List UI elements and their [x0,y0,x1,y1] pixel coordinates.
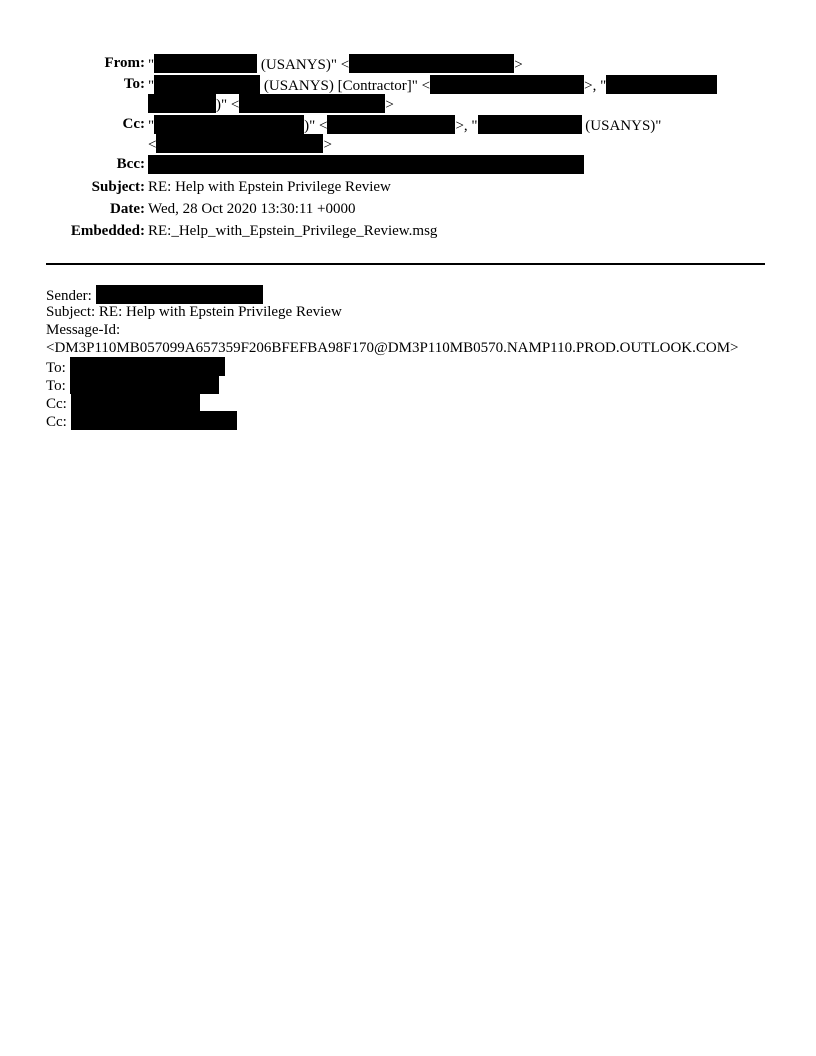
redaction-block [96,285,263,304]
subject-label: Subject: [91,179,145,195]
to-row-continued [0,94,816,115]
redaction-block [349,54,514,73]
cc-row-continued [0,134,816,155]
cc-row [0,115,816,136]
bcc-value [148,155,584,175]
cc-value: " )" < >, " (USANYS)" [148,115,661,135]
metadata-cc-line: Cc: [46,411,776,429]
embedded-label: Embedded: [70,223,145,239]
bcc-row [0,155,816,176]
embedded-row [0,222,816,243]
from-value: " (USANYS)" < > [148,54,523,74]
metadata-to-line: To: [46,357,776,375]
redaction-block [478,115,582,134]
redaction-block [154,75,260,94]
message-metadata [46,285,776,429]
redaction-block [148,94,216,113]
subject-value: RE: Help with Epstein Privilege Review [148,179,391,195]
metadata-to-line: To: [46,375,776,393]
bcc-label: Bcc: [116,156,145,172]
date-label: Date: [110,201,145,217]
redaction-block [70,357,225,376]
to-value: " (USANYS) [Contractor]" < >, " [148,75,717,95]
metadata-cc-line: Cc: [46,393,776,411]
metadata-subject-line: Subject: RE: Help with Epstein Privilege Review [46,304,342,320]
redaction-block [71,411,237,430]
redaction-block [71,393,200,412]
message-id-value: <DM3P110MB057099A657359F206BFEFBA98F170@DM3P110MB0570.NAMP110.PROD.OUTLOOK.COM> [46,340,739,356]
cc-value-continued: < > [148,134,332,154]
sender-line: Sender: [46,285,776,303]
message-id-label: Message-Id: [46,322,121,338]
redaction-block [239,94,385,113]
subject-row [0,178,816,199]
redaction-block [156,134,323,153]
redaction-block [154,115,304,134]
cc-label: Cc: [122,116,145,132]
to-label: To: [123,76,145,92]
redaction-block [430,75,584,94]
date-value: Wed, 28 Oct 2020 13:30:11 +0000 [148,201,356,217]
redaction-block [327,115,455,134]
redaction-block [154,54,257,73]
divider [46,263,765,265]
date-row [0,200,816,221]
from-label: From: [104,55,145,71]
to-value-continued: )" < > [148,94,394,114]
redaction-block [148,155,584,174]
redaction-block [606,75,717,94]
from-row [0,54,816,75]
to-row [0,75,816,96]
embedded-value: RE:_Help_with_Epstein_Privilege_Review.msg [148,223,438,239]
redaction-block [70,375,219,394]
